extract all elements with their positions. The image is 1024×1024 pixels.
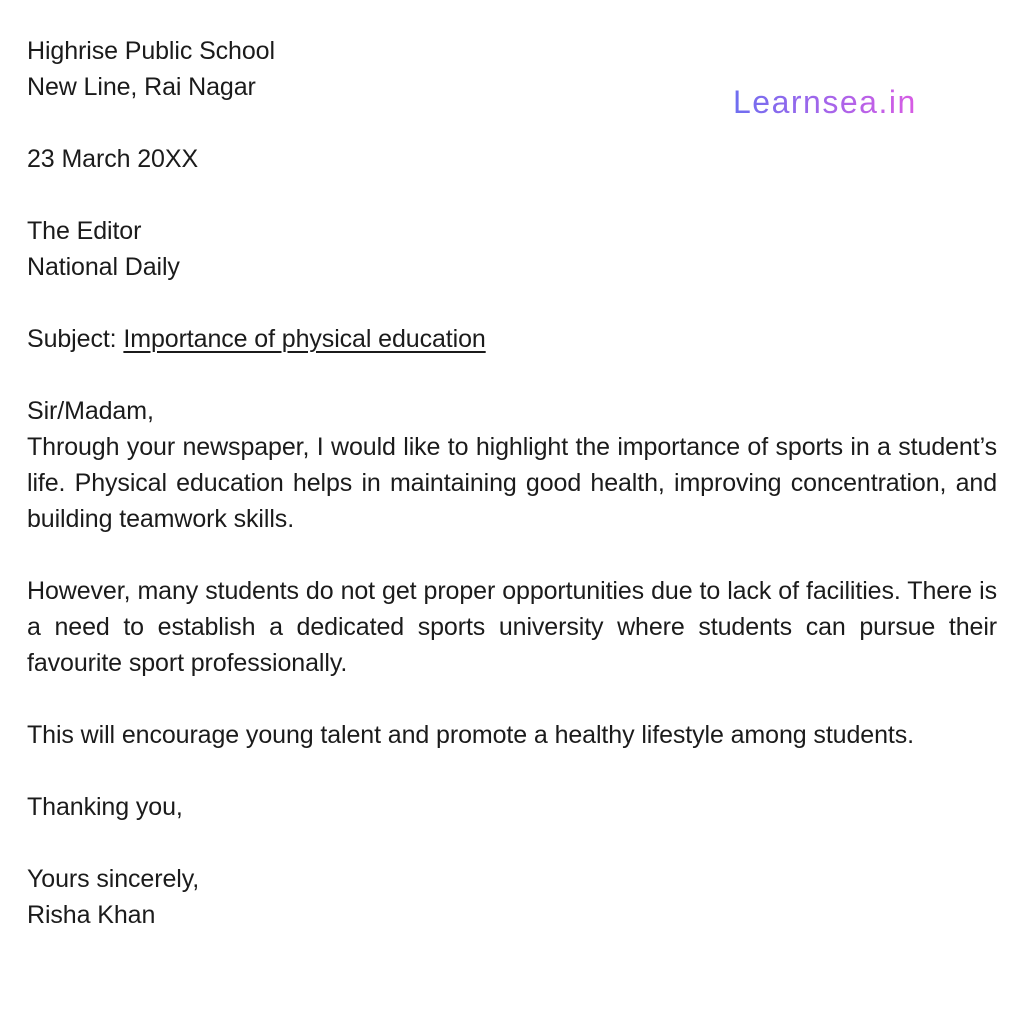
spacer <box>27 285 997 321</box>
sender-address: New Line, Rai Nagar <box>27 73 256 101</box>
signoff-line: Yours sincerely, <box>27 865 200 893</box>
signature-name: Risha Khan <box>27 901 156 929</box>
sender-name: Highrise Public School <box>27 37 275 65</box>
spacer <box>27 753 997 789</box>
recipient-organization: National Daily <box>27 253 180 281</box>
subject-text: Importance of physical education <box>123 325 486 353</box>
recipient-title: The Editor <box>27 217 142 245</box>
brand-watermark: Learnsea.in <box>733 84 917 120</box>
spacer <box>27 177 997 213</box>
subject-label: Subject: <box>27 325 124 353</box>
spacer <box>27 357 997 393</box>
spacer <box>27 537 997 573</box>
salutation: Sir/Madam, <box>27 397 154 425</box>
spacer <box>27 681 997 717</box>
body-paragraph-1: Through your newspaper, I would like to highlight the importance of sports in a student’s life. Physical education helps in maintaining good health, improving concentration, and building teamwork skills. <box>27 433 997 533</box>
subject-line <box>27 321 997 357</box>
spacer <box>27 825 997 861</box>
body-paragraph-2: However, many students do not get proper opportunities due to lack of facilities. There is a need to establish a dedicated sports university where students can pursue their favourite sport professionally. <box>27 577 997 677</box>
letter-date: 23 March 20XX <box>27 145 199 173</box>
body-paragraph-3: This will encourage young talent and promote a healthy lifestyle among students. <box>27 721 914 749</box>
thanking-line: Thanking you, <box>27 793 183 821</box>
